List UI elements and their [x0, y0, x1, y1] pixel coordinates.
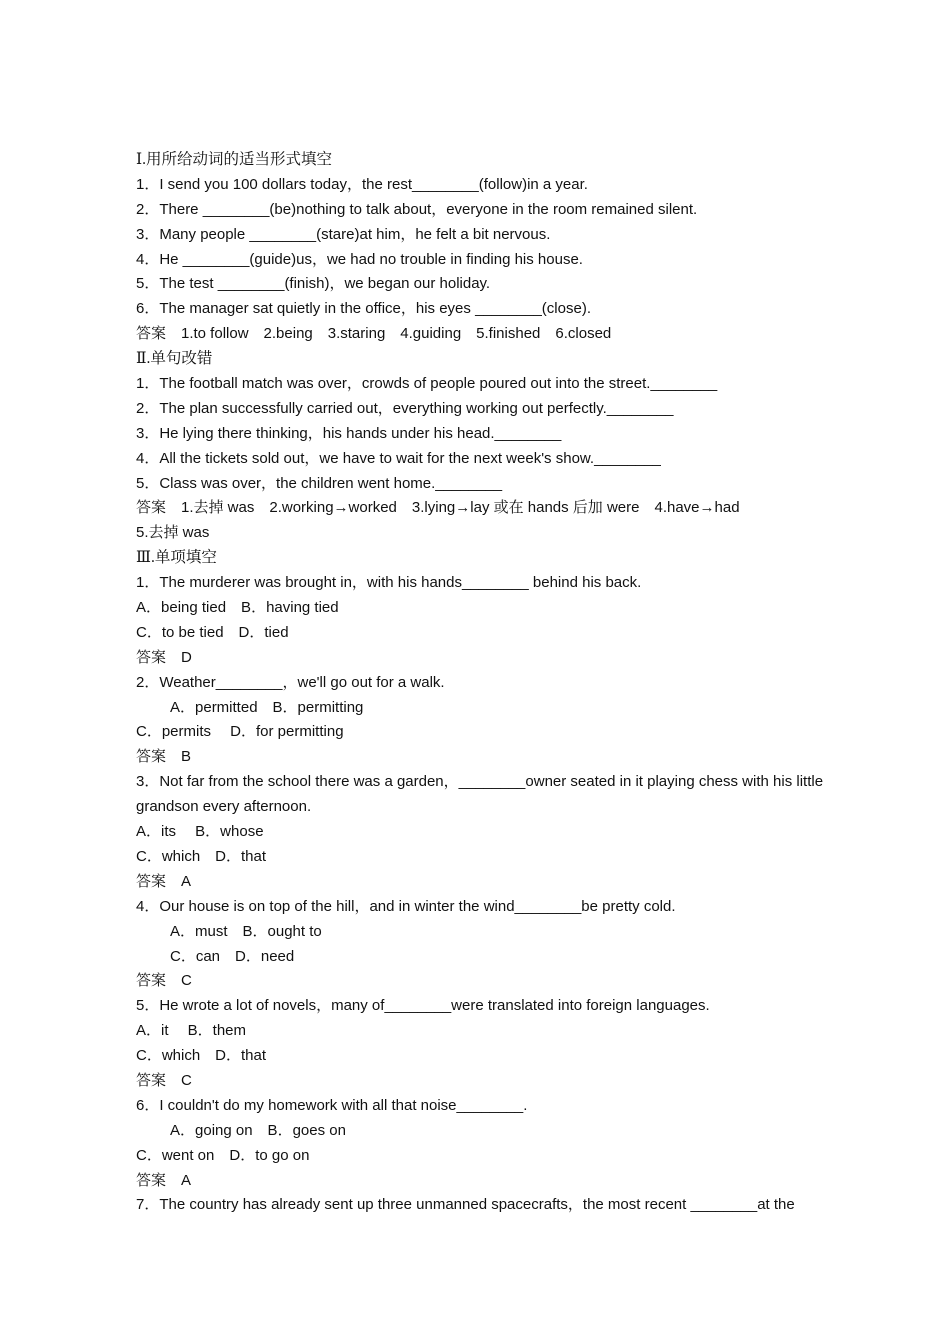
q6-stem: 6．I couldn't do my homework with all that noise________. [136, 1096, 528, 1114]
q3-stem: 3．Not far from the school there was a garden，________owner seated in it playing chess with his little grandson every afternoon. [136, 773, 824, 816]
s1-item-3: 3．Many people ________(stare)at him，he felt a bit nervous. [136, 225, 551, 243]
q2-options-cd: C．permits D．for permitting [136, 723, 344, 741]
q1-options-cd: C．to be tied D．tied [136, 623, 289, 641]
q5-stem: 5．He wrote a lot of novels，many of________were translated into foreign languages. [136, 997, 710, 1015]
q3-options-cd: C．which D．that [136, 847, 267, 865]
s1-answer: 答案 1.to follow 2.being 3.staring 4.guiding 5.finished 6.closed [136, 325, 612, 343]
s2-item-1: 1．The football match was over，crowds of people poured out into the street.________ [136, 375, 718, 393]
q5-options-ab: A．it B．them [136, 1022, 247, 1040]
worksheet [136, 148, 826, 1218]
q3-options-ab: A．its B．whose [136, 823, 264, 841]
q4-stem: 4．Our house is on top of the hill，and in winter the wind________be pretty cold. [136, 897, 676, 915]
s1-item-6: 6．The manager sat quietly in the office，his eyes ________(close). [136, 300, 591, 318]
q1-answer: 答案 D [136, 648, 192, 666]
s1-item-1: 1．I send you 100 dollars today，the rest________(follow)in a year. [136, 175, 588, 193]
q4-options-ab: A．must B．ought to [170, 922, 322, 940]
q4-answer: 答案 C [136, 972, 192, 990]
q6-options-ab: A．going on B．goes on [170, 1121, 346, 1139]
s1-item-5: 5．The test ________(finish)，we began our holiday. [136, 275, 491, 293]
q2-options-ab: A．permitted B．permitting [170, 698, 364, 716]
q6-options-cd: C．went on D．to go on [136, 1146, 310, 1164]
q5-options-cd: C．which D．that [136, 1047, 267, 1065]
q4-options-cd: C．can D．need [170, 947, 295, 965]
q2-answer: 答案 B [136, 748, 192, 766]
s2-item-2: 2．The plan successfully carried out，everything working out perfectly.________ [136, 399, 674, 417]
section-3-heading: Ⅲ.单项填空 [136, 549, 217, 567]
s2-item-5: 5．Class was over，the children went home.________ [136, 474, 503, 492]
q1-options-ab: A．being tied B．having tied [136, 599, 339, 617]
s2-item-4: 4．All the tickets sold out，we have to wait for the next week's show.________ [136, 449, 661, 467]
q1-stem: 1．The murderer was brought in，with his hands________ behind his back. [136, 574, 642, 592]
s1-item-2: 2．There ________(be)nothing to talk about，everyone in the room remained silent. [136, 200, 698, 218]
s2-answer-1: 答案 1.去掉 was 2.working→worked 3.lying→lay 或在 hands 后加 were 4.have→had [136, 499, 740, 517]
s2-answer-2: 5.去掉 was [136, 524, 210, 542]
q2-stem: 2．Weather________，we'll go out for a walk. [136, 673, 445, 691]
section-2-heading: Ⅱ.单句改错 [136, 350, 213, 368]
q3-answer: 答案 A [136, 872, 192, 890]
q5-answer: 答案 C [136, 1071, 192, 1089]
q7-stem: 7．The country has already sent up three unmanned spacecrafts，the most recent ________at the [136, 1196, 795, 1214]
s2-item-3: 3．He lying there thinking，his hands under his head.________ [136, 424, 562, 442]
section-1-heading: Ⅰ.用所给动词的适当形式填空 [136, 151, 332, 168]
q6-answer: 答案 A [136, 1171, 192, 1189]
s1-item-4: 4．He ________(guide)us，we had no trouble in finding his house. [136, 250, 583, 268]
